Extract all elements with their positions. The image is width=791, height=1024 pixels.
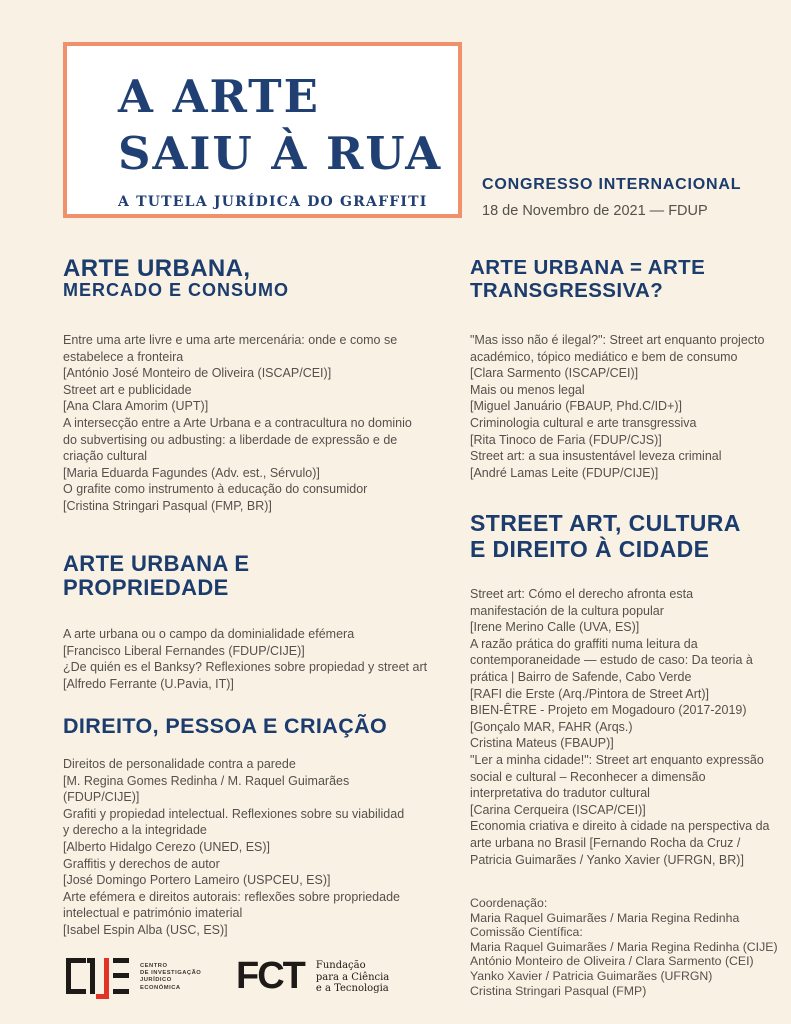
text-line: [Francisco Liberal Fernandes (FDUP/CIJE)] (63, 643, 305, 658)
text-line: "Mas isso não é ilegal?": Street art enquanto projecto (470, 333, 765, 347)
text-line: [António José Monteiro de Oliveira (ISCAP/CEI)] (63, 366, 332, 381)
text-line: Comissão Científica: (470, 925, 583, 940)
text-line: [Alfredo Ferrante (U.Pavia, IT)] (63, 676, 234, 691)
fct-logo (236, 956, 389, 996)
text-line: y derecho a la integridade (63, 823, 207, 838)
section-cidade-body (470, 586, 769, 868)
text-line: Patricia Guimarães / Yanko Xavier (UFRGN, BR)] (470, 852, 744, 867)
text-line: ¿De quién es el Banksy? Reflexiones sobre propiedad y street art (63, 660, 428, 675)
text-line: A intersecção entre a Arte Urbana e a contracultura no dominio (63, 415, 412, 430)
text-line: A arte urbana ou o campo da dominialidade efémera (63, 627, 355, 641)
text-line: interpretativa do tradutor cultural (470, 786, 650, 801)
text-line: [Gonçalo MAR, FAHR (Arqs.) (470, 719, 633, 734)
text-line: Street art e publicidade (63, 382, 192, 397)
section-transgressiva-heading-1: ARTE URBANA = ARTE (470, 256, 706, 279)
text-line: do subvertising ou adbusting: a liberdade de expressão e de (63, 432, 398, 447)
text-line: Criminologia cultural e arte transgressiva (470, 415, 697, 430)
text-line: criação cultural (63, 449, 148, 464)
poster-title-line1: A ARTE (118, 70, 320, 123)
section-direito (63, 714, 404, 939)
cije-logo-icon (66, 956, 130, 1002)
text-line: [Cristina Stringari Pasqual (FMP, BR)] (63, 498, 272, 513)
poster-subtitle: A TUTELA JURÍDICA DO GRAFFITI (118, 194, 428, 210)
text-line: Arte efémera e direitos autorais: reflexões sobre propriedade (63, 889, 400, 904)
text-line: Cristina Stringari Pasqual (FMP) (470, 983, 647, 998)
text-line: e a Tecnologia (315, 983, 389, 994)
section-transgressiva (470, 256, 764, 481)
section-mercado (63, 256, 412, 515)
text-line: Entre uma arte livre e uma arte mercenária: onde e como se (63, 333, 398, 347)
text-line: António Monteiro de Oliveira / Clara Sarmento (CEI) (470, 954, 754, 969)
text-line: social e cultural – Reconhecer a dimensão (470, 769, 706, 784)
text-line: DE INVESTIGAÇÃO (140, 970, 202, 977)
text-line: intelectual e património imaterial (63, 906, 243, 921)
section-direito-body (63, 756, 404, 939)
section-mercado-heading-1: ARTE URBANA, (63, 255, 251, 282)
fct-logo-acronym: FCT (236, 955, 304, 997)
text-line: "Ler a minha cidade!": Street art enquanto expressão (470, 752, 764, 767)
text-line: [Ana Clara Amorim (UPT)] (63, 399, 209, 414)
text-line: BIEN-ÊTRE - Projeto em Mogadouro (2017-2019) (470, 703, 747, 718)
text-line: Street art: a sua insustentável leveza criminal (470, 449, 722, 464)
section-transgressiva-body (470, 332, 764, 481)
credits-block (470, 896, 778, 998)
text-line: [Clara Sarmento (ISCAP/CEI)] (470, 366, 639, 381)
text-line: contemporaneidade — estudo de caso: Da teoria à (470, 653, 753, 668)
section-cidade (470, 510, 769, 868)
text-line: O grafite como instrumento à educação do consumidor (63, 482, 368, 497)
section-mercado-heading-2: MERCADO E CONSUMO (63, 280, 290, 300)
text-line: ECONÓMICA (140, 984, 181, 991)
text-line: A razão prática do graffiti numa leitura da (470, 636, 698, 651)
poster-title-line2: SAIU À RUA (118, 127, 443, 180)
congress-title: CONGRESSO INTERNACIONAL (482, 176, 742, 193)
section-cidade-heading-2: E DIREITO À CIDADE (470, 536, 710, 562)
text-line: prática | Bairro de Safende, Cabo Verde (470, 669, 692, 684)
text-line: estabelece a fronteira (63, 349, 184, 364)
text-line: [Miguel Januário (FBAUP, Phd.C/ID+)] (470, 399, 683, 414)
section-propriedade (63, 552, 427, 692)
text-line: Coordenação: (470, 896, 548, 910)
text-line: [Alberto Hidalgo Cerezo (UNED, ES)] (63, 839, 271, 854)
text-line: Cristina Mateus (FBAUP)] (470, 736, 614, 751)
text-line: Yanko Xavier / Patricia Guimarães (UFRGN) (470, 968, 713, 983)
text-line: Fundação (315, 960, 366, 971)
text-line: Direitos de personalidade contra a parede (63, 757, 296, 771)
section-direito-heading: DIREITO, PESSOA E CRIAÇÃO (63, 714, 388, 738)
text-line: [Rita Tinoco de Faria (FDUP/CJS)] (470, 432, 662, 447)
text-line: académico, tópico mediático e bem de consumo (470, 349, 738, 364)
text-line: [André Lamas Leite (FDUP/CIJE)] (470, 465, 659, 480)
section-mercado-body (63, 332, 412, 515)
text-line: Economia criativa e direito à cidade na perspectiva da (470, 819, 770, 834)
section-propriedade-heading-2: PROPRIEDADE (63, 575, 229, 600)
text-line: [Isabel Espin Alba (USC, ES)] (63, 922, 228, 937)
text-line: [RAFI die Erste (Arq./Pintora de Street Art)] (470, 686, 709, 701)
text-line: [Irene Merino Calle (UVA, ES)] (470, 620, 640, 635)
section-propriedade-body (63, 626, 427, 692)
text-line: CENTRO (140, 963, 168, 969)
congress-date: 18 de Novembro de 2021 — FDUP (482, 203, 708, 219)
text-line: Maria Raquel Guimarães / Maria Regina Redinha (CIJE) (470, 939, 778, 954)
section-cidade-heading-1: STREET ART, CULTURA (470, 510, 741, 536)
text-line: (FDUP/CIJE)] (63, 790, 140, 805)
text-line: para a Ciência (315, 971, 390, 983)
text-line: [M. Regina Gomes Redinha / M. Raquel Guimarães (63, 773, 350, 788)
text-line: Mais ou menos legal (470, 382, 585, 397)
text-line: arte urbana no Brasil [Fernando Rocha da Cruz / (470, 835, 741, 850)
title-box (63, 42, 462, 218)
section-propriedade-heading-1: ARTE URBANA E (63, 551, 250, 576)
text-line: [José Domingo Portero Lameiro (USPCEU, ES)] (63, 873, 331, 888)
text-line: Graffitis y derechos de autor (63, 856, 220, 871)
text-line: JURÍDICO (140, 977, 172, 984)
text-line: [Maria Eduarda Fagundes (Adv. est., Sérvulo)] (63, 465, 320, 480)
text-line: Maria Raquel Guimarães / Maria Regina Redinha (470, 910, 740, 925)
text-line: Grafiti y propiedad intelectual. Reflexiones sobre su viabilidad (63, 806, 405, 821)
text-line: [Carina Cerqueira (ISCAP/CEI)] (470, 802, 646, 817)
cije-logo-caption (140, 963, 201, 1002)
cije-logo (66, 956, 201, 1002)
fct-logo-caption (316, 960, 389, 996)
text-line: Street art: Cómo el derecho afronta esta (470, 587, 694, 601)
text-line: manifestación de la cultura popular (470, 603, 664, 618)
section-transgressiva-heading-2: TRANSGRESSIVA? (470, 279, 664, 302)
